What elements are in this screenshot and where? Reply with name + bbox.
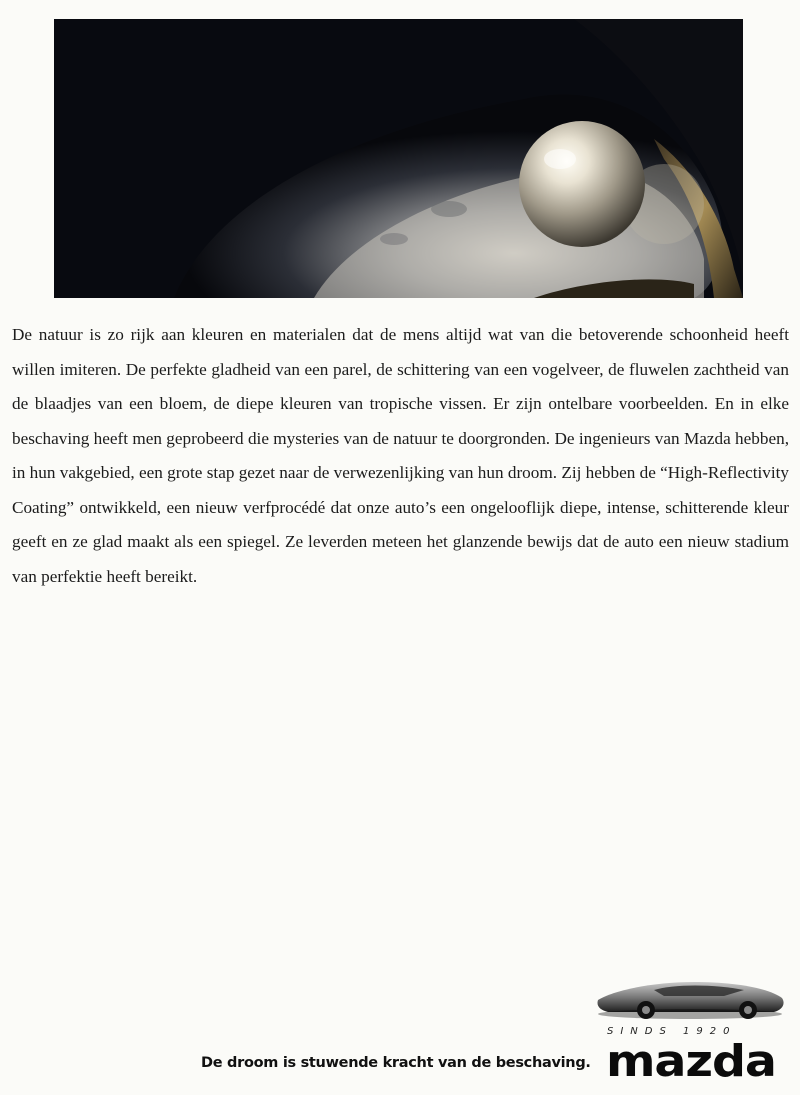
since-label: SINDS 1920 xyxy=(607,1026,737,1037)
tagline: De droom is stuwende kracht van de beschaving. xyxy=(201,1055,591,1071)
concept-car-icon xyxy=(594,970,788,1026)
pearl-icon xyxy=(519,121,645,247)
body-paragraph: De natuur is zo rijk aan kleuren en materialen dat de mens altijd wat van die betoverende schoonheid heeft willen imiteren. De perfekte gladheid van een parel, de schittering van een vogelveer, de fluwelen zachtheid van de blaadjes van een bloem, de diepe kleuren van tropische vissen. Er zijn ontelbare voorbeelden. En in elke beschaving heeft men geprobeerd die mysteries van de natuur te doorgronden. De ingenieurs van Mazda hebben, in hun vakgebied, een grote stap gezet naar de verwezenlijking van hun droom. Zij hebben de “High-Reflectivity Coating” ontwikkeld, een nieuw verfprocédé dat onze auto’s een ongelooflijk diepe, intense, schitterende kleur geeft en ze glad maakt als een spiegel. Ze leverden meteen het glanzende bewijs dat de auto een nieuw stadium van perfektie heeft bereikt. xyxy=(12,325,789,586)
hero-image xyxy=(54,19,743,298)
pearl-oyster-illustration xyxy=(54,19,743,298)
mazda-logo: mazda xyxy=(606,1036,776,1087)
